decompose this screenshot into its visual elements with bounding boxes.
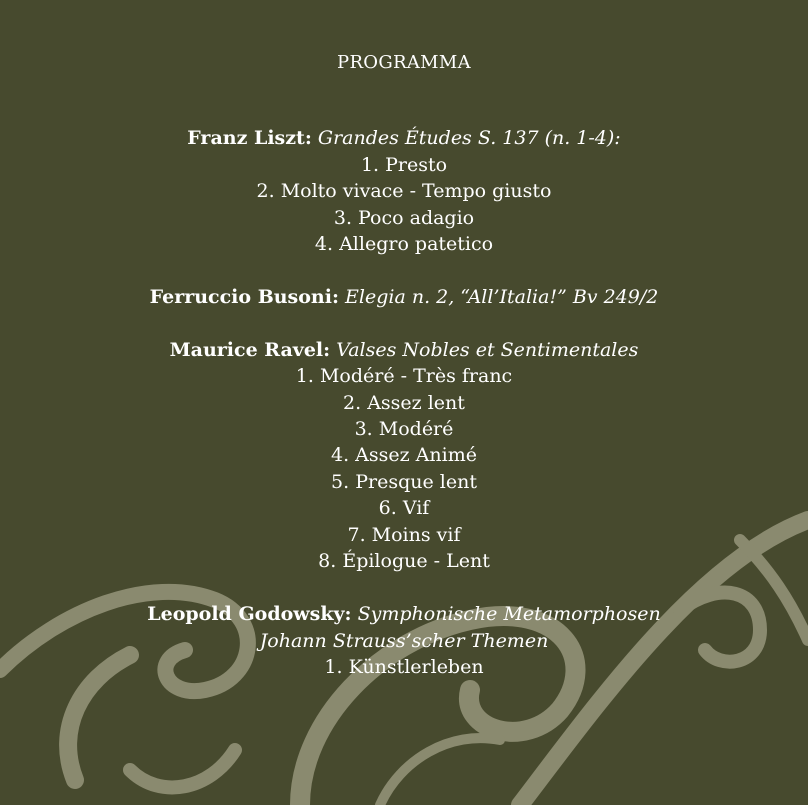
movement-item: 2. Molto vivace - Tempo giusto <box>256 180 552 202</box>
work-title: Symphonische Metamorphosen <box>357 603 661 625</box>
piece-title-godowsky <box>0 601 808 627</box>
composer-name: Leopold Godowsky: <box>147 603 352 625</box>
movement-item: 1. Modéré - Très franc <box>295 365 513 387</box>
composer-name: Ferruccio Busoni: <box>149 286 339 308</box>
piece-title-ravel <box>0 337 808 363</box>
piece-title-busoni <box>0 284 808 310</box>
movement-item: 2. Assez lent <box>343 392 465 414</box>
piece-title-liszt <box>0 125 808 151</box>
work-title: Valses Nobles et Sentimentales <box>336 339 639 361</box>
movement-item: 7. Moins vif <box>347 524 461 546</box>
movement-item: 4. Assez Animé <box>331 444 477 466</box>
movement-item: 3. Modéré <box>354 418 454 440</box>
movement-item: 1. Künstlerleben <box>324 656 484 678</box>
work-title: Elegia n. 2, “All’Italia!” Bv 249/2 <box>345 286 659 308</box>
programme-heading: PROGRAMMA <box>337 52 471 73</box>
composer-name: Franz Liszt: <box>187 127 312 149</box>
work-title: Grandes Études S. 137 (n. 1-4): <box>317 127 621 149</box>
work-title-continuation: Johann Strauss’scher Themen <box>259 630 549 652</box>
movement-item: 3. Poco adagio <box>333 207 475 229</box>
movement-item: 5. Presque lent <box>331 471 477 493</box>
composer-name: Maurice Ravel: <box>169 339 331 361</box>
movement-item: 4. Allegro patetico <box>314 233 494 255</box>
movement-item: 6. Vif <box>378 497 430 519</box>
movement-item: 8. Épilogue - Lent <box>318 550 490 572</box>
movement-item: 1. Presto <box>360 154 448 176</box>
